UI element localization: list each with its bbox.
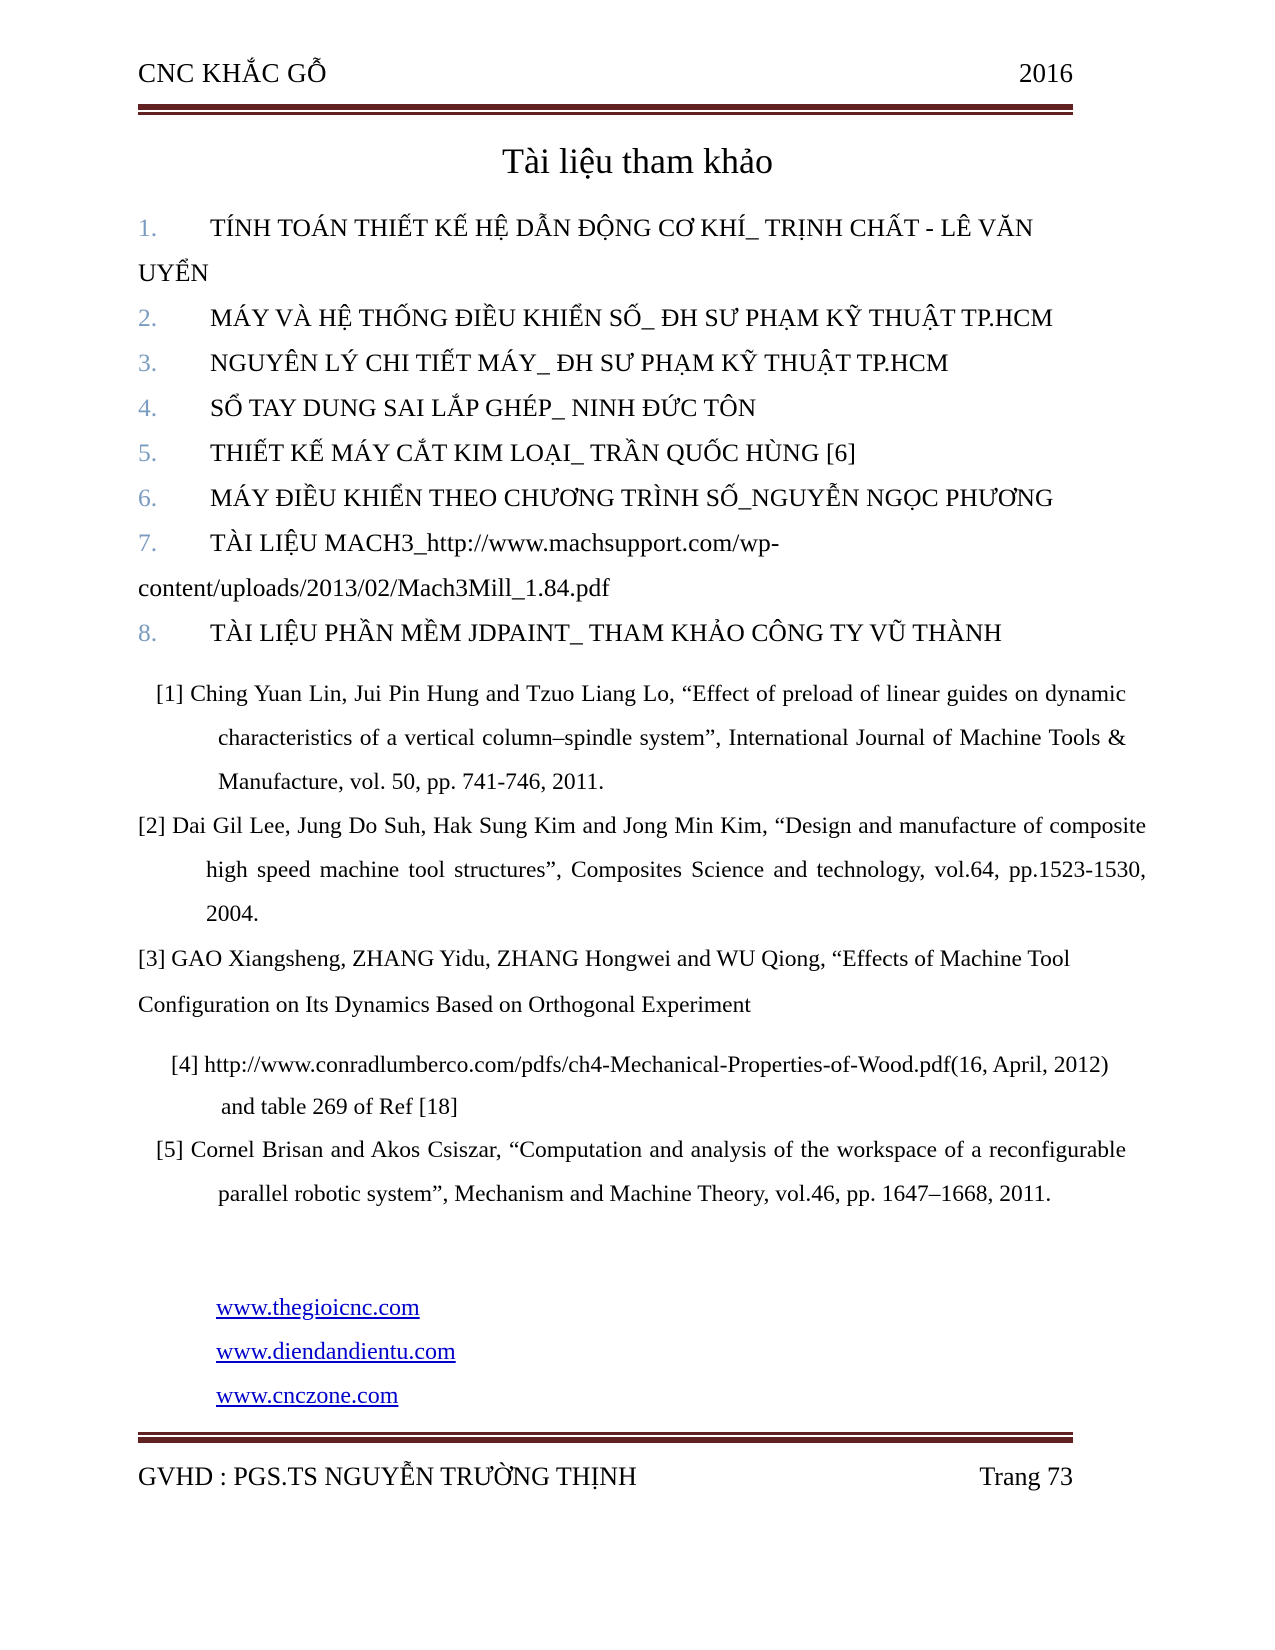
header-year: 2016 — [1019, 58, 1073, 88]
list-item-text: MÁY ĐIỀU KHIỂN THEO CHƯƠNG TRÌNH SỐ_NGUYỄN NGỌC PHƯƠNG — [210, 483, 1054, 512]
bracketed-reference-list — [138, 672, 1146, 1216]
reference-entry-3: [3] GAO Xiangsheng, ZHANG Yidu, ZHANG Hongwei and WU Qiong, “Effects of Machine Tool Configuration on Its Dynamics Based on Orthogonal Experiment — [138, 946, 1071, 1018]
footer-rule — [138, 1432, 1073, 1443]
list-item — [138, 295, 1078, 340]
page-header — [138, 58, 1073, 89]
header-rule — [138, 104, 1073, 115]
reference-entry-5: [5] Cornel Brisan and Akos Csiszar, “Computation and analysis of the workspace of a reconfigurable parallel robotic system”, Mechanism and Machine Theory, vol.46, pp. 1647–1668, 2011. — [156, 1137, 1126, 1207]
reference-entry-1: [1] Ching Yuan Lin, Jui Pin Hung and Tzuo Liang Lo, “Effect of preload of linear guides on dynamic characteristics of a vertical column–spindle system”, International Journal of Machine Tools & Manufacture, vol. 50, pp. 741-746, 2011. — [156, 681, 1126, 795]
list-item-number: 5. — [138, 438, 158, 467]
link-cnczone[interactable]: www.cnczone.com — [216, 1383, 399, 1409]
list-item-text: THIẾT KẾ MÁY CẮT KIM LOẠI_ TRẦN QUỐC HÙNG [6] — [210, 438, 856, 467]
list-item — [138, 340, 1078, 385]
list-item-wrap: content/uploads/2013/02/Mach3Mill_1.84.pdf — [138, 573, 610, 602]
list-item — [138, 430, 1078, 475]
list-item — [138, 385, 1078, 430]
reference-entry-2: [2] Dai Gil Lee, Jung Do Suh, Hak Sung Kim and Jong Min Kim, “Design and manufacture of composite high speed machine tool structures”, Composites Science and technology, vol.64, pp.1523-1530, 2004. — [138, 813, 1146, 927]
list-item — [138, 610, 1078, 655]
list-item-number: 7. — [138, 528, 158, 557]
list-item-text: TÀI LIỆU MACH3_http://www.machsupport.com/wp- — [210, 528, 780, 557]
page-title: Tài liệu tham khảo — [502, 141, 773, 181]
list-item-text: SỔ TAY DUNG SAI LẮP GHÉP_ NINH ĐỨC TÔN — [210, 393, 757, 422]
list-item-wrap: UYỂN — [138, 258, 209, 287]
footer-advisor: GVHD : PGS.TS NGUYỄN TRƯỜNG THỊNH — [138, 1462, 637, 1491]
list-item-number: 4. — [138, 393, 158, 422]
header-rule-thin — [138, 112, 1073, 115]
header-title: CNC KHẮC GỖ — [138, 58, 327, 88]
list-item-text: NGUYÊN LÝ CHI TIẾT MÁY_ ĐH SƯ PHẠM KỸ THUẬT TP.HCM — [210, 348, 949, 377]
list-item-text: MÁY VÀ HỆ THỐNG ĐIỀU KHIỂN SỐ_ ĐH SƯ PHẠM KỸ THUẬT TP.HCM — [210, 303, 1054, 332]
list-item-number: 6. — [138, 483, 158, 512]
list-item — [138, 205, 1078, 250]
page-footer — [138, 1462, 1073, 1492]
list-item-number: 2. — [138, 303, 158, 332]
link-diendandientu[interactable]: www.diendandientu.com — [216, 1339, 456, 1365]
list-item-text: TÀI LIỆU PHẦN MỀM JDPAINT_ THAM KHẢO CÔNG TY VŨ THÀNH — [210, 618, 1003, 647]
list-item-text: TÍNH TOÁN THIẾT KẾ HỆ DẪN ĐỘNG CƠ KHÍ_ TRỊNH CHẤT - LÊ VĂN — [210, 213, 1034, 242]
list-item-number: 1. — [138, 213, 158, 242]
external-links — [216, 1286, 456, 1418]
list-item-number: 3. — [138, 348, 158, 377]
footer-rule-thick — [138, 1437, 1073, 1443]
reference-spacer — [138, 1028, 1078, 1044]
numbered-reference-list — [138, 205, 1078, 655]
link-thegioicnc[interactable]: www.thegioicnc.com — [216, 1295, 420, 1321]
list-item — [138, 520, 1078, 565]
footer-page-number: Trang 73 — [979, 1462, 1073, 1491]
list-item — [138, 475, 1078, 520]
list-item-number: 8. — [138, 618, 158, 647]
reference-entry-4: [4] http://www.conradlumberco.com/pdfs/ch4-Mechanical-Properties-of-Wood.pdf(16, April, 2012) and table 269 of Ref [18] — [171, 1052, 1109, 1120]
